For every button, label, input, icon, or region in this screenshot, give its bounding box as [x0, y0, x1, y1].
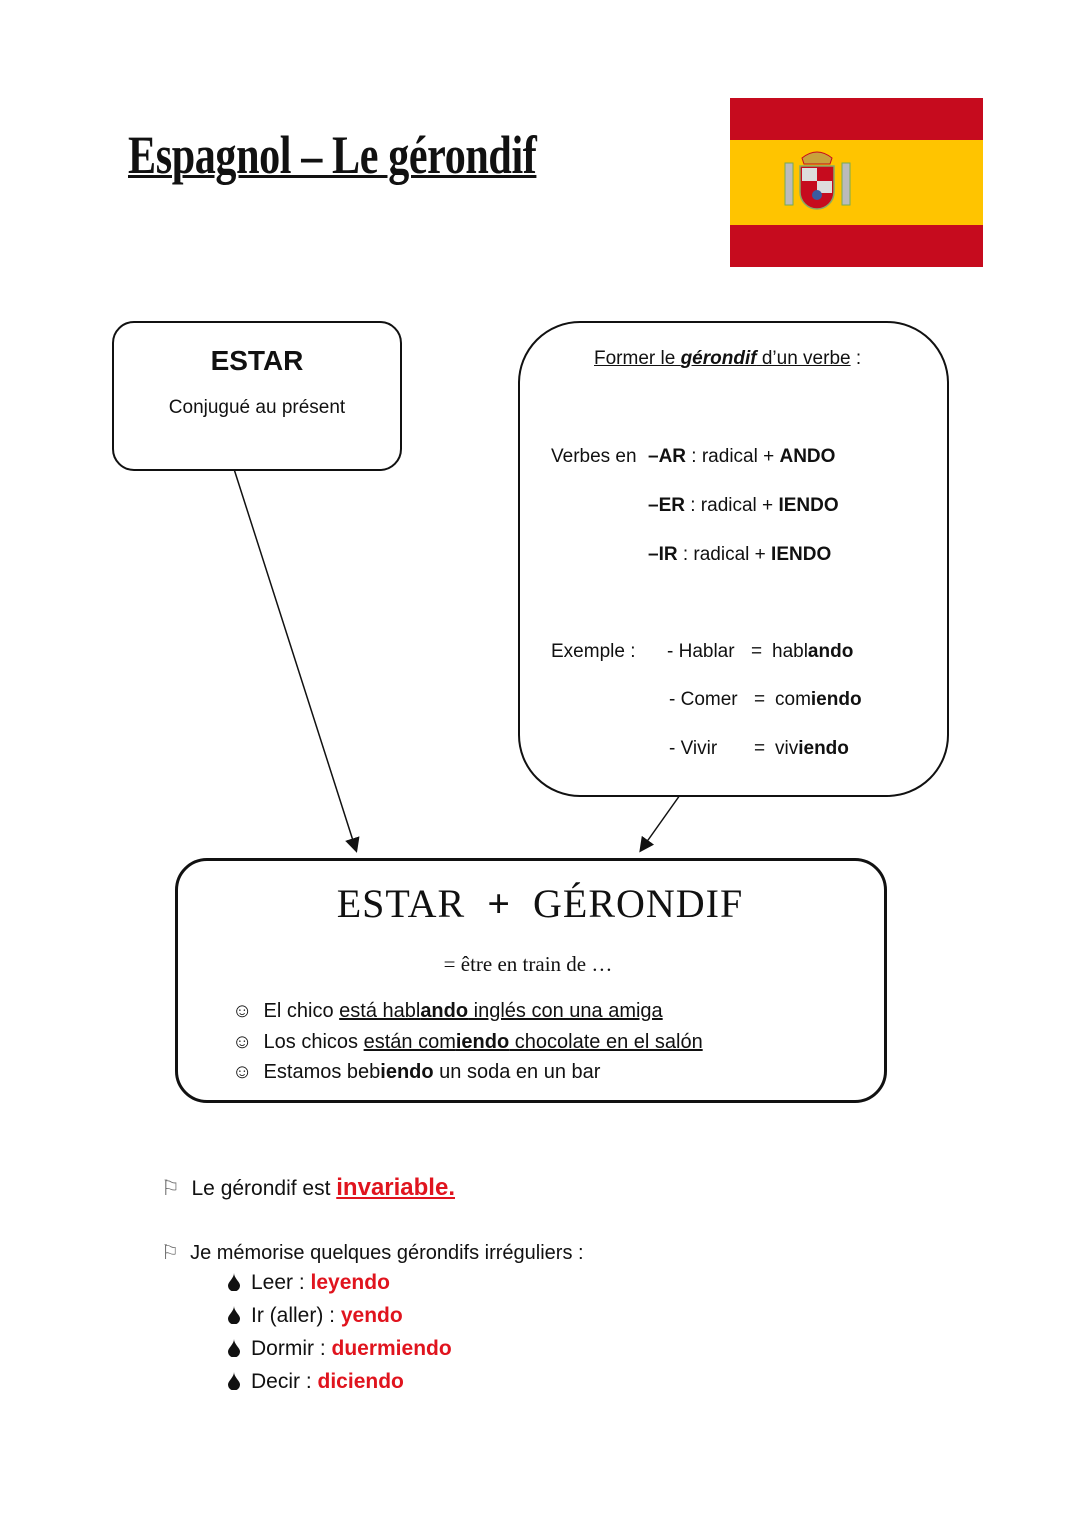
example-verb: - Comer	[669, 689, 738, 710]
example-eq: =	[751, 641, 763, 662]
droplet-icon	[227, 1370, 241, 1393]
example-result: comiendo	[775, 689, 862, 710]
example-sentence: ☺ Estamos bebiendo un soda en un bar	[232, 1061, 601, 1083]
rule-ar: –AR : radical + ANDO	[648, 446, 836, 467]
irregular-item: Dormir : duermiendo	[227, 1337, 452, 1361]
page-title: Espagnol – Le gérondif	[128, 125, 537, 185]
example-sentence: ☺ El chico está hablando inglés con una amiga	[232, 1000, 663, 1022]
example-verb: - Vivir	[669, 738, 718, 759]
example-result: hablando	[772, 641, 854, 662]
flag-icon: ⚐	[161, 1242, 179, 1264]
note-invariable: ⚐ Le gérondif est invariable.	[161, 1174, 455, 1201]
estar-subtext: Conjugué au présent	[168, 397, 346, 418]
formula-meaning: = être en train de …	[443, 952, 613, 976]
irregular-item: Ir (aller) : yendo	[227, 1304, 403, 1328]
rule-intro: Verbes en	[551, 446, 637, 467]
droplet-icon	[227, 1304, 241, 1327]
example-sentence: ☺ Los chicos están comiendo chocolate en el salón	[232, 1031, 703, 1053]
example-verb: - Hablar	[667, 641, 735, 662]
droplet-icon	[227, 1337, 241, 1360]
irregular-item: Decir : diciendo	[227, 1370, 404, 1394]
formula: ESTAR + GÉRONDIF	[336, 881, 744, 926]
rule-ir: –IR : radical + IENDO	[648, 544, 832, 565]
example-result: viviendo	[775, 738, 849, 759]
irregular-item: Leer : leyendo	[227, 1271, 390, 1295]
rule-heading: Former le gérondif d’un verbe :	[594, 348, 862, 369]
droplet-icon	[227, 1271, 241, 1294]
rule-er: –ER : radical + IENDO	[648, 495, 839, 516]
example-eq: =	[754, 689, 766, 710]
arrow-gerondif	[641, 795, 680, 850]
example-eq: =	[754, 738, 766, 759]
smiley-icon: ☺	[232, 1000, 253, 1022]
flag-icon: ⚐	[161, 1177, 180, 1200]
arrow-estar	[234, 469, 356, 850]
estar-box	[112, 321, 402, 471]
note-irregular: ⚐ Je mémorise quelques gérondifs irréguliers :	[161, 1242, 584, 1264]
smiley-icon: ☺	[232, 1031, 253, 1053]
smiley-icon: ☺	[232, 1061, 253, 1083]
example-label: Exemple :	[551, 641, 636, 662]
estar-heading: ESTAR	[210, 345, 304, 376]
